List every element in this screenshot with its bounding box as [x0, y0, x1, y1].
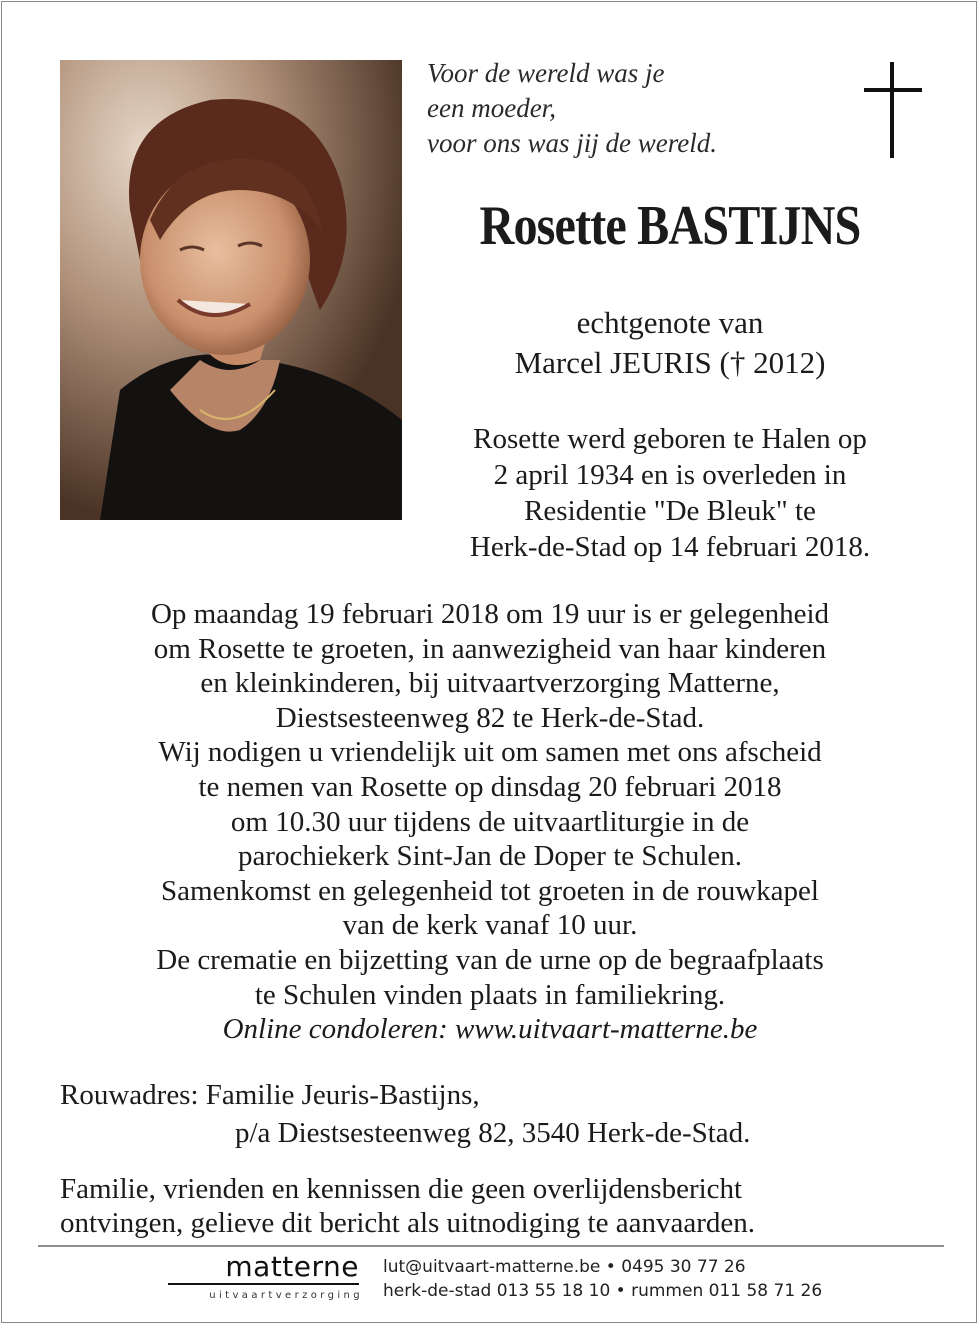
family-note-line: ontvingen, gelieve dit bericht als uitnodiging te aanvaarden. [60, 1207, 755, 1239]
mourning-address [60, 1076, 940, 1152]
announcement-line: en kleinkinderen, bij uitvaartverzorging Matterne, [200, 667, 780, 700]
announcement-line: van de kerk vanaf 10 uur. [342, 909, 638, 942]
funeral-announcement [40, 597, 940, 1047]
announcement-line: parochiekerk Sint-Jan de Doper te Schulen. [237, 840, 743, 873]
spouse-relation: echtgenote van [576, 305, 764, 340]
contact-email-phone[interactable]: lut@uitvaart-matterne.be • 0495 30 77 26 [383, 1257, 746, 1277]
spouse-info [430, 303, 910, 383]
birth-line: Rosette werd geboren te Halen op [473, 423, 867, 455]
contact-info [383, 1255, 823, 1303]
announcement-line: Op maandag 19 februari 2018 om 19 uur is er gelegenheid [150, 598, 830, 630]
birth-line: Residentie "De Bleuk" te [524, 495, 816, 527]
footer-divider [38, 1245, 944, 1247]
announcement-line: De crematie en bijzetting van de urne op de begraafplaats [156, 943, 824, 976]
announcement-line: Samenkomst en gelegenheid tot groeten in de rouwkapel [161, 874, 819, 907]
announcement-line: Diestsesteenweg 82 te Herk-de-Stad. [275, 701, 705, 734]
contact-locations: herk-de-stad 013 55 18 10 • rummen 011 58 71 26 [383, 1281, 823, 1301]
matterne-logo [168, 1250, 363, 1304]
family-note-line: Familie, vrienden en kennissen die geen overlijdensbericht [60, 1173, 743, 1205]
cross-icon [864, 62, 922, 158]
logo-bar [168, 1283, 359, 1285]
birth-line: 2 april 1934 en is overleden in [493, 459, 847, 491]
announcement-line: Wij nodigen u vriendelijk uit om samen met ons afscheid [158, 736, 822, 769]
online-condolence-link[interactable]: Online condoleren: www.uitvaart-matterne.be [222, 1013, 758, 1046]
quote-line: voor ons was jij de wereld. [427, 128, 717, 158]
memorial-quote [427, 56, 827, 161]
birth-death-info [420, 421, 920, 565]
spouse-name: Marcel JEURIS († 2012) [514, 345, 826, 380]
portrait-photo [60, 60, 402, 520]
announcement-line: om 10.30 uur tijdens de uitvaartliturgie in de [230, 805, 750, 838]
address-line: p/a Diestsesteenweg 82, 3540 Herk-de-Stad. [235, 1117, 751, 1149]
announcement-line: om Rosette te groeten, in aanwezigheid van haar kinderen [153, 632, 827, 665]
quote-line: Voor de wereld was je [427, 58, 665, 88]
family-note [60, 1172, 940, 1240]
logo-subtitle: uitvaartverzorging [209, 1290, 363, 1301]
birth-line: Herk-de-Stad op 14 februari 2018. [469, 531, 871, 563]
announcement-line: te nemen van Rosette op dinsdag 20 februari 2018 [198, 770, 782, 803]
announcement-line: te Schulen vinden plaats in familiekring. [254, 978, 726, 1011]
quote-line: een moeder, [427, 93, 556, 123]
deceased-name: Rosette BASTIJNS [479, 195, 861, 257]
address-line: Rouwadres: Familie Jeuris-Bastijns, [60, 1079, 480, 1111]
logo-wordmark: matterne [225, 1250, 359, 1283]
